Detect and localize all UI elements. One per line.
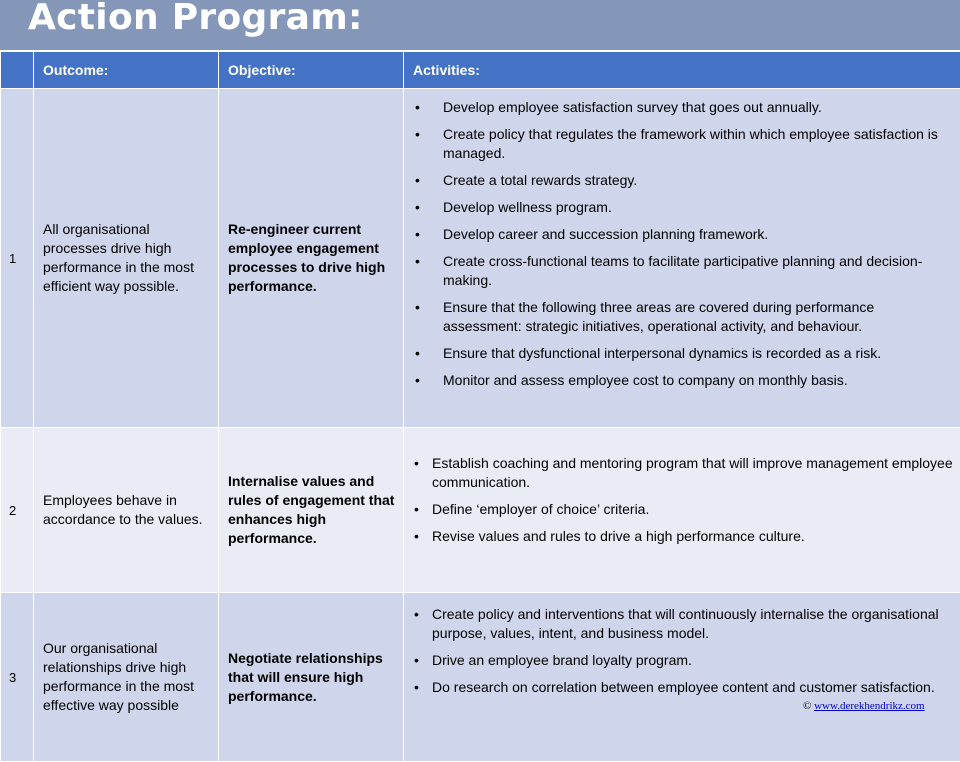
row-number: 3 [1,593,34,762]
activity-item: • Define ‘employer of choice’ criteria. [432,500,954,519]
activities-list [443,98,948,390]
activities-cell [404,428,960,593]
copyright-symbol: © [803,700,811,712]
activities-list [432,454,954,546]
header-number [1,52,34,89]
objective-cell: Negotiate relationships that will ensure high performance. [219,593,404,762]
activity-item: • Create policy and interventions that will continuously internalise the organisational purpose, values, intent, and business model. [432,605,950,643]
activities-cell [404,593,960,762]
activity-item: • Establish coaching and mentoring program that will improve management employee communication. [432,454,954,492]
outcome-cell: Our organisational relationships drive high performance in the most effective way possible [34,593,219,762]
activity-item: • Create a total rewards strategy. [443,171,948,190]
header-outcome: Outcome: [34,52,219,89]
title-bar [0,0,960,50]
table-row [1,593,960,762]
activity-item: • Create policy that regulates the framework within which employee satisfaction is managed. [443,125,948,163]
activity-item: • Develop career and succession planning framework. [443,225,948,244]
activity-item: • Revise values and rules to drive a high performance culture. [432,527,954,546]
row-number: 1 [1,89,34,428]
activity-item: • Drive an employee brand loyalty program. [432,651,950,670]
header-objective: Objective: [219,52,404,89]
activity-item: • Ensure that dysfunctional interpersonal dynamics is recorded as a risk. [443,344,948,363]
activity-item: • Develop employee satisfaction survey that goes out annually. [443,98,948,117]
activity-item: • Create cross-functional teams to facilitate participative planning and decision-making. [443,252,948,290]
page-title: Action Program: [28,0,363,38]
table-row [1,428,960,593]
header-activities: Activities: [404,52,960,89]
objective-cell: Re-engineer current employee engagement processes to drive high performance. [219,89,404,428]
activity-item: • Monitor and assess employee cost to company on monthly basis. [443,371,948,390]
activity-item: • Do research on correlation between employee content and customer satisfaction. [432,678,950,697]
table-header-row [1,52,960,89]
activity-item: • Develop wellness program. [443,198,948,217]
website-link[interactable]: www.derekhendrikz.com [814,700,924,712]
footer-credit [803,700,925,712]
action-program-table [0,51,960,762]
row-number: 2 [1,428,34,593]
activity-item: • Ensure that the following three areas are covered during performance assessment: strategic initiatives, operational activity, and behaviour. [443,298,948,336]
outcome-cell: Employees behave in accordance to the values. [34,428,219,593]
table-row [1,89,960,428]
activities-cell [404,89,960,428]
activities-list [432,605,950,697]
objective-cell: Internalise values and rules of engagement that enhances high performance. [219,428,404,593]
outcome-cell: All organisational processes drive high performance in the most efficient way possible. [34,89,219,428]
